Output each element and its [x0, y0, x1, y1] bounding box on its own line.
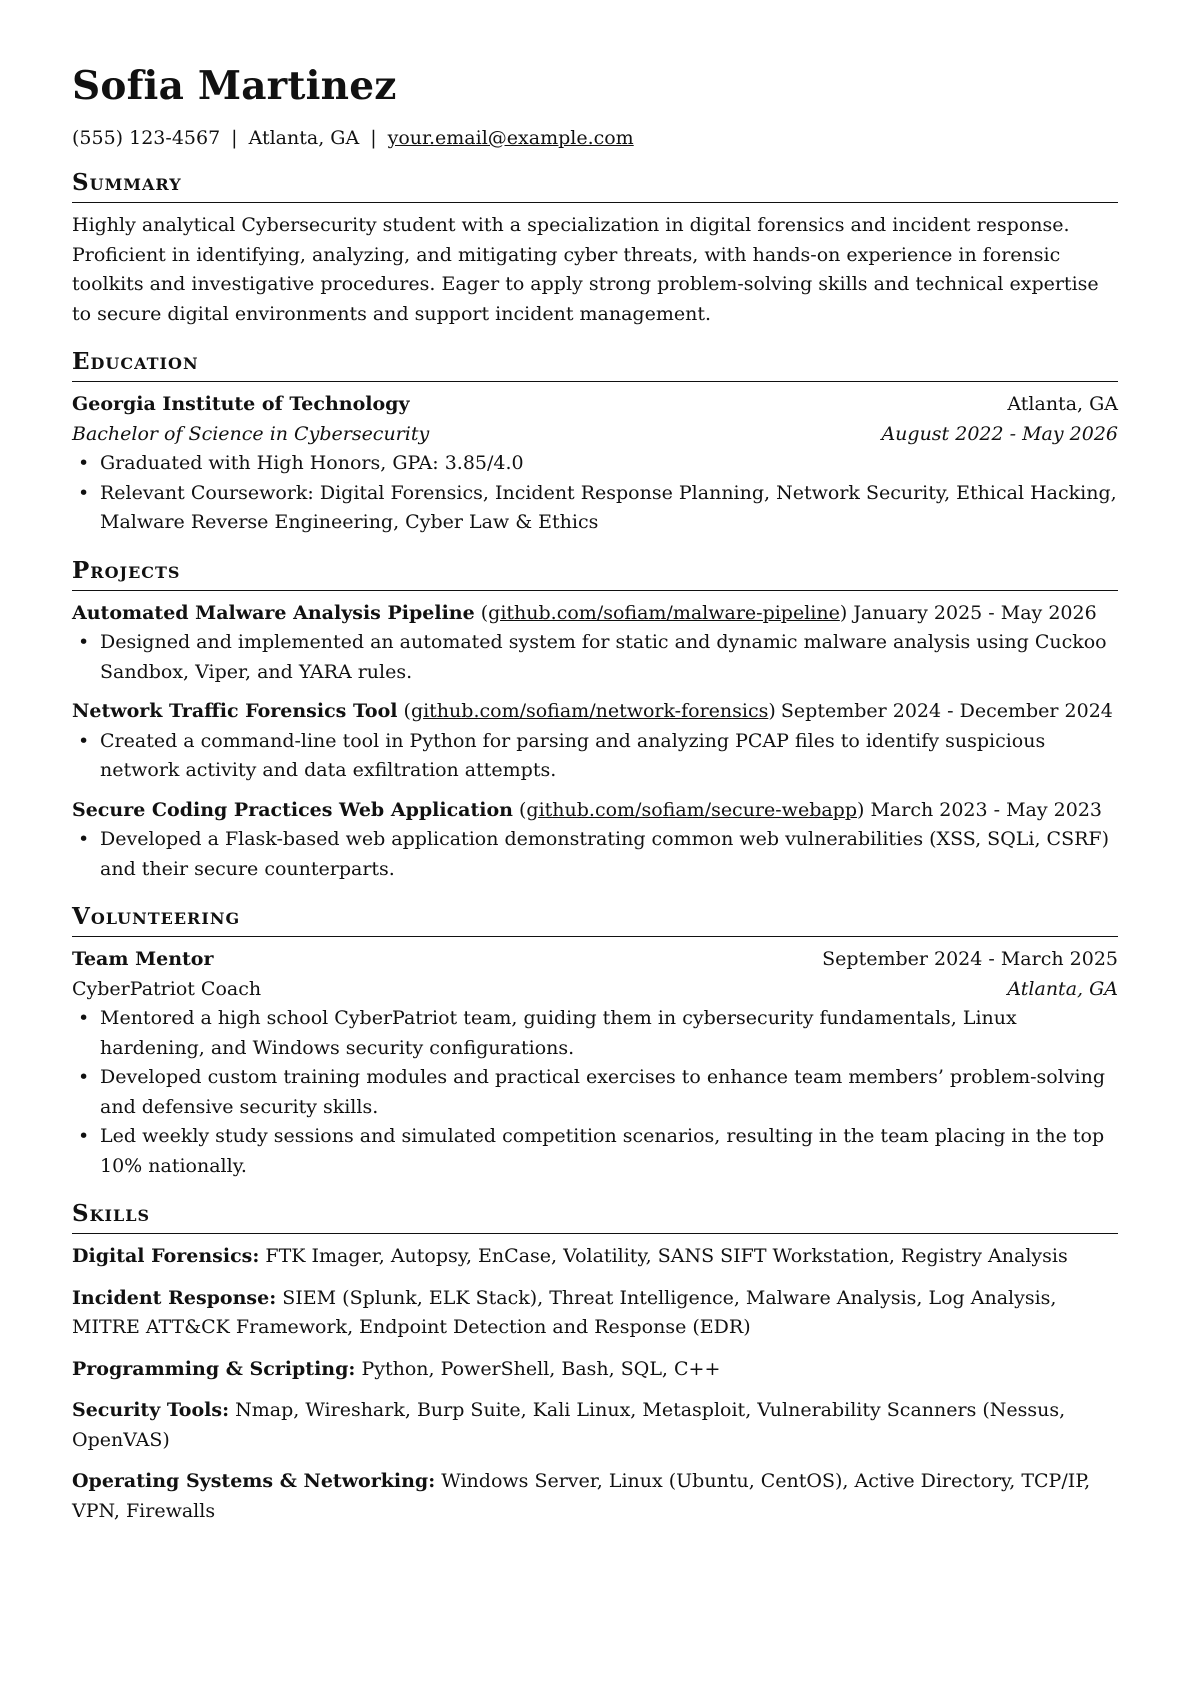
summary-text: Highly analytical Cybersecurity student with a specialization in digital forensics and incident response. Proficient in identifying, analyzing, and mitigating cyber threats, with hands-on experience in forensic toolkits and investigative procedures. Eager to apply strong problem-solving skills and technical expertise to secure digital environments and support incident management.: [72, 214, 1099, 325]
volunteer-row: [72, 945, 1118, 975]
project-header: Network Traffic Forensics Tool (github.com/sofiam/network-forensics) September 2024 - December 2024: [72, 697, 1118, 727]
volunteer-org: CyberPatriot Coach: [72, 977, 262, 1000]
skill-value: Nmap, Wireshark, Burp Suite, Kali Linux, Metasploit, Vulnerability Scanners (Nessus, OpenVAS): [72, 1399, 1066, 1451]
summary-heading: Summary: [72, 168, 1118, 203]
skill-label: Digital Forensics:: [72, 1245, 260, 1267]
education-heading: Education: [72, 347, 1118, 382]
skill-line: [72, 1284, 1118, 1343]
skill-value: Windows Server, Linux (Ubuntu, CentOS), Active Directory, TCP/IP, VPN, Firewalls: [72, 1470, 1091, 1522]
project-bullets: [72, 628, 1118, 687]
degree-row: [72, 420, 1118, 450]
skill-line: [72, 1467, 1118, 1526]
skill-label: Programming & Scripting:: [72, 1357, 356, 1380]
contact-line: [72, 126, 1118, 150]
project-dates: March 2023 - May 2023: [870, 798, 1103, 821]
education-dates: August 2022 - May 2026: [881, 422, 1118, 445]
project-name: Automated Malware Analysis Pipeline: [72, 601, 475, 624]
volunteer-org-row: [72, 975, 1118, 1005]
list-item: • Designed and implemented an automated system for static and dynamic malware analysis using Cuckoo Sandbox, Viper, and YARA rules.: [72, 628, 1118, 687]
project-bullets: [72, 825, 1118, 884]
project-header: Automated Malware Analysis Pipeline (github.com/sofiam/malware-pipeline) January 2025 - May 2026: [72, 601, 1097, 624]
volunteer-bullets: [72, 1004, 1118, 1181]
location: Atlanta, GA: [248, 127, 360, 149]
list-item: • Led weekly study sessions and simulated competition scenarios, resulting in the team placing in the top 10% nationally.: [72, 1122, 1118, 1181]
volunteer-dates: September 2024 - March 2025: [822, 948, 1118, 970]
skill-value: FTK Imager, Autopsy, EnCase, Volatility, SANS SIFT Workstation, Registry Analysis: [265, 1245, 1068, 1267]
projects-heading: Projects: [72, 556, 1118, 591]
list-item: • Mentored a high school CyberPatriot team, guiding them in cybersecurity fundamentals, Linux hardening, and Windows security configurations.: [72, 1004, 1118, 1063]
education-bullets: [72, 449, 1118, 538]
project-bullets: [72, 727, 1118, 786]
project-dates: January 2025 - May 2026: [853, 601, 1097, 624]
volunteer-role: Team Mentor: [72, 948, 214, 970]
skill-label: Operating Systems & Networking:: [72, 1470, 436, 1492]
list-item: • Graduated with High Honors, GPA: 3.85/4.0: [72, 449, 1118, 479]
skill-line: [72, 1396, 1118, 1455]
skill-value: SIEM (Splunk, ELK Stack), Threat Intelligence, Malware Analysis, Log Analysis, MITRE ATT&CK Framework, Endpoint Detection and Response (EDR): [72, 1286, 1057, 1338]
skill-label: Incident Response:: [72, 1286, 277, 1309]
degree: Bachelor of Science in Cybersecurity: [72, 422, 430, 445]
skills-heading: Skills: [72, 1199, 1118, 1234]
skill-label: Security Tools:: [72, 1399, 230, 1421]
candidate-name: Sofia Martinez: [72, 63, 397, 109]
volunteering-heading: Volunteering: [72, 902, 1118, 937]
contact-separator: |: [231, 127, 238, 149]
email-link[interactable]: your.email@example.com: [387, 127, 634, 149]
contact-separator: |: [370, 127, 377, 149]
school-name: Georgia Institute of Technology: [72, 393, 410, 415]
volunteer-location: Atlanta, GA: [1007, 977, 1118, 1000]
skill-line: [72, 1355, 1118, 1385]
education-row: [72, 390, 1118, 420]
school-location: Atlanta, GA: [1007, 393, 1118, 415]
list-item: • Developed a Flask-based web application demonstrating common web vulnerabilities (XSS, SQLi, CSRF) and their secure counterparts.: [72, 825, 1118, 884]
skill-line: [72, 1242, 1118, 1272]
project-link[interactable]: github.com/sofiam/secure-webapp: [526, 798, 858, 821]
project-link[interactable]: github.com/sofiam/network-forensics: [410, 700, 769, 722]
project-dates: September 2024 - December 2024: [780, 700, 1113, 722]
project-name: Secure Coding Practices Web Application: [72, 798, 513, 821]
project-link[interactable]: github.com/sofiam/malware-pipeline: [488, 601, 840, 624]
phone-number: (555) 123-4567: [72, 127, 221, 149]
list-item: • Developed custom training modules and practical exercises to enhance team members’ problem-solving and defensive security skills.: [72, 1063, 1118, 1122]
list-item: • Relevant Coursework: Digital Forensics, Incident Response Planning, Network Security, Ethical Hacking, Malware Reverse Engineering, Cyber Law & Ethics: [72, 479, 1118, 538]
project-header: Secure Coding Practices Web Application (github.com/sofiam/secure-webapp) March 2023 - May 2023: [72, 798, 1103, 821]
list-item: • Created a command-line tool in Python for parsing and analyzing PCAP files to identify suspicious network activity and data exfiltration attempts.: [72, 727, 1118, 786]
project-name: Network Traffic Forensics Tool: [72, 700, 398, 722]
skill-value: Python, PowerShell, Bash, SQL, C++: [361, 1357, 721, 1380]
